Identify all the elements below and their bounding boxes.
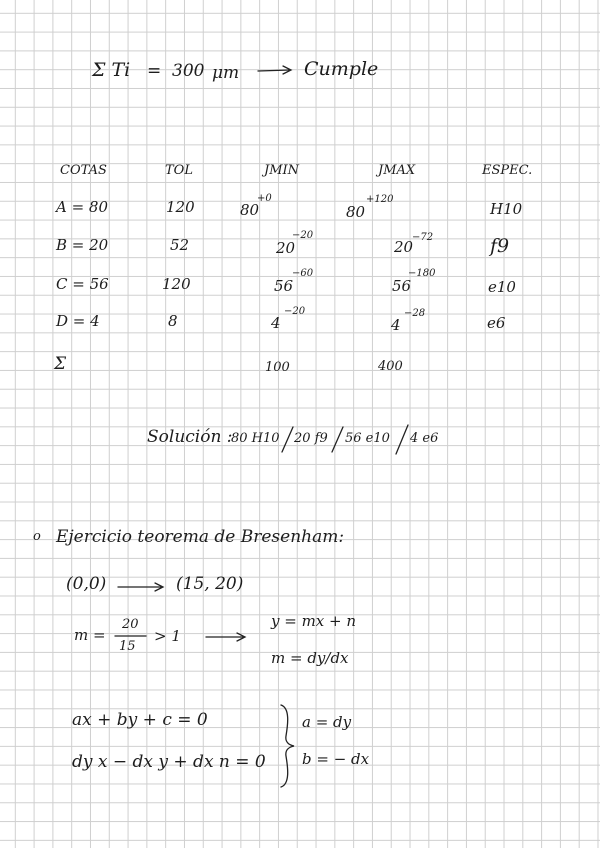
slope-formula: m = dy/dx xyxy=(271,649,349,667)
row-b-tol: 52 xyxy=(170,236,190,254)
row-a-espec: H10 xyxy=(490,200,523,218)
col-header-jmax: JMAX xyxy=(378,163,416,178)
col-header-cotas: COTAS xyxy=(60,163,107,178)
solution-part-2: 20 f9 xyxy=(294,431,328,446)
row-a-jmin-exp: +0 xyxy=(257,193,272,204)
b-equation: b = − dx xyxy=(302,750,370,768)
sum-jmin: 100 xyxy=(265,360,290,375)
row-b-jmax-base: 20 xyxy=(394,238,414,256)
row-a-tol: 120 xyxy=(166,198,195,216)
substituted-equation: dy x − dx y + dx n = 0 xyxy=(72,752,266,772)
result-label: Cumple xyxy=(304,58,379,80)
row-b-espec: f9 xyxy=(490,235,510,257)
col-header-jmin: JMIN xyxy=(264,163,300,178)
implicit-equation: ax + by + c = 0 xyxy=(72,710,208,730)
row-d-jmin-exp: −20 xyxy=(284,306,306,317)
col-header-espec: ESPEC. xyxy=(482,163,533,178)
m-denominator: 15 xyxy=(119,639,136,654)
solution-part-4: 4 e6 xyxy=(410,431,439,446)
row-b-jmin-base: 20 xyxy=(276,239,296,257)
row-d-cota: D = 4 xyxy=(56,312,100,330)
sum-symbol: Σ xyxy=(54,354,67,374)
m-numerator: 20 xyxy=(122,617,139,632)
row-d-tol: 8 xyxy=(168,312,178,330)
row-b-cota: B = 20 xyxy=(56,236,109,254)
row-a-jmax-base: 80 xyxy=(346,203,366,221)
sum-ti-label: Σ Ti xyxy=(92,59,131,81)
row-c-espec: e10 xyxy=(488,278,516,296)
row-a-jmax-exp: +120 xyxy=(366,194,394,205)
point-to: (15, 20) xyxy=(176,574,244,594)
row-d-jmax-exp: −28 xyxy=(404,308,426,319)
arrow-cumple xyxy=(258,70,290,71)
row-a-cota: A = 80 xyxy=(56,198,109,216)
line-equation: y = mx + n xyxy=(271,612,357,630)
row-c-jmax-base: 56 xyxy=(392,277,412,295)
sum-equals: = xyxy=(147,61,162,81)
row-c-jmin-base: 56 xyxy=(274,277,294,295)
unit-label: μm xyxy=(212,63,240,83)
m-label: m = xyxy=(74,626,106,644)
a-equation: a = dy xyxy=(302,713,352,731)
row-d-espec: e6 xyxy=(487,314,506,332)
row-c-jmax-exp: −180 xyxy=(408,268,436,279)
solution-part-1: 80 H10 xyxy=(231,431,280,446)
solution-part-3: 56 e10 xyxy=(345,431,390,446)
col-header-tol: TOL xyxy=(165,163,193,178)
row-d-jmin-base: 4 xyxy=(271,314,281,332)
row-a-jmin-base: 80 xyxy=(240,201,260,219)
point-from: (0,0) xyxy=(66,574,107,594)
solution-slash-1 xyxy=(282,427,293,452)
exercise-bullet: o xyxy=(33,529,41,544)
row-c-tol: 120 xyxy=(162,275,191,293)
solution-slash-2 xyxy=(332,427,343,452)
curly-brace xyxy=(281,705,294,787)
sum-value: 300 xyxy=(172,61,205,81)
row-b-jmax-exp: −72 xyxy=(412,232,434,243)
m-compare: > 1 xyxy=(154,627,181,645)
solution-slash-3 xyxy=(396,425,408,454)
solution-label: Solución : xyxy=(147,427,233,447)
exercise-title: Ejercicio teorema de Bresenham: xyxy=(56,527,345,547)
row-c-jmin-exp: −60 xyxy=(292,268,314,279)
sum-jmax: 400 xyxy=(378,359,403,374)
row-d-jmax-base: 4 xyxy=(391,316,401,334)
row-b-jmin-exp: −20 xyxy=(292,230,314,241)
row-c-cota: C = 56 xyxy=(56,275,109,293)
